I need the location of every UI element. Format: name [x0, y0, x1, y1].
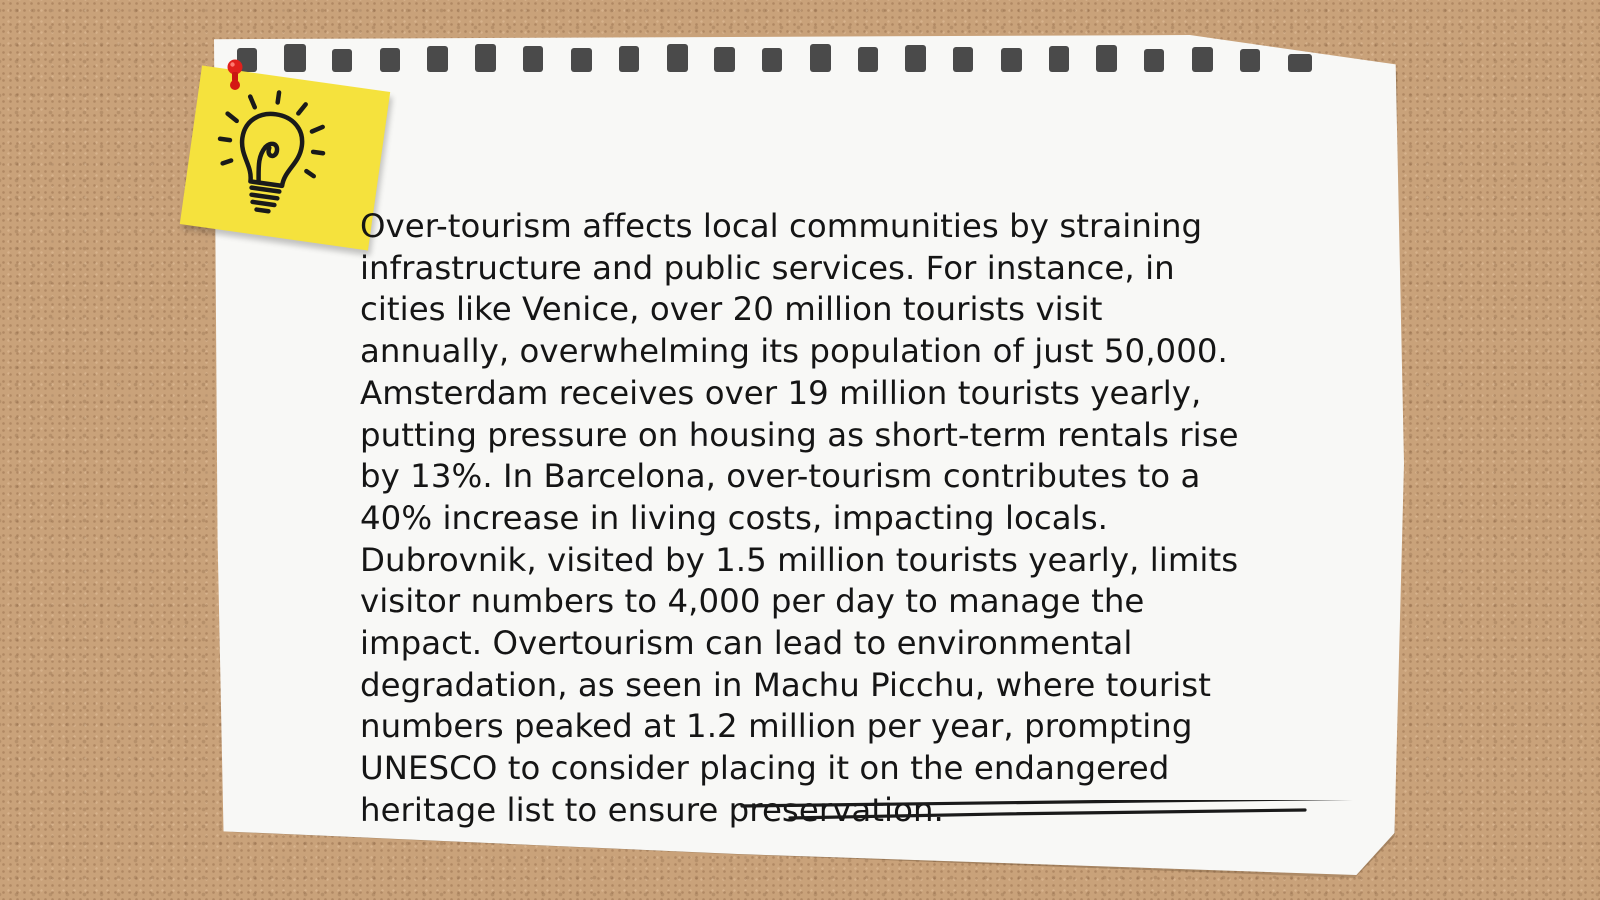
lightbulb-icon [204, 79, 341, 224]
handwritten-underline [740, 800, 1390, 840]
sticky-note [180, 66, 390, 251]
torn-binding-holes [232, 40, 1382, 76]
note-body-text: Over-tourism affects local communities by straining infrastructure and public services. For instance, in cities like Venice, over 20 million tourists visit annually, overwhelming its population of just 50,000. Amsterdam receives over 19 million tourists yearly, putting pressure on housing as short-term rentals rise by 13%. In Barcelona, over-tourism contributes to a 40% increase in living costs, impacting locals. Dubrovnik, visited by 1.5 million tourists yearly, limits visitor numbers to 4,000 per day to manage the impact. Overtourism can lead to environmental degradation, as seen in Machu Picchu, where tourist numbers peaked at 1.2 million per year, prompting UNESCO to consider placing it on the endangered heritage list to ensure preservation. [360, 207, 1239, 829]
push-pin-icon [224, 58, 246, 92]
